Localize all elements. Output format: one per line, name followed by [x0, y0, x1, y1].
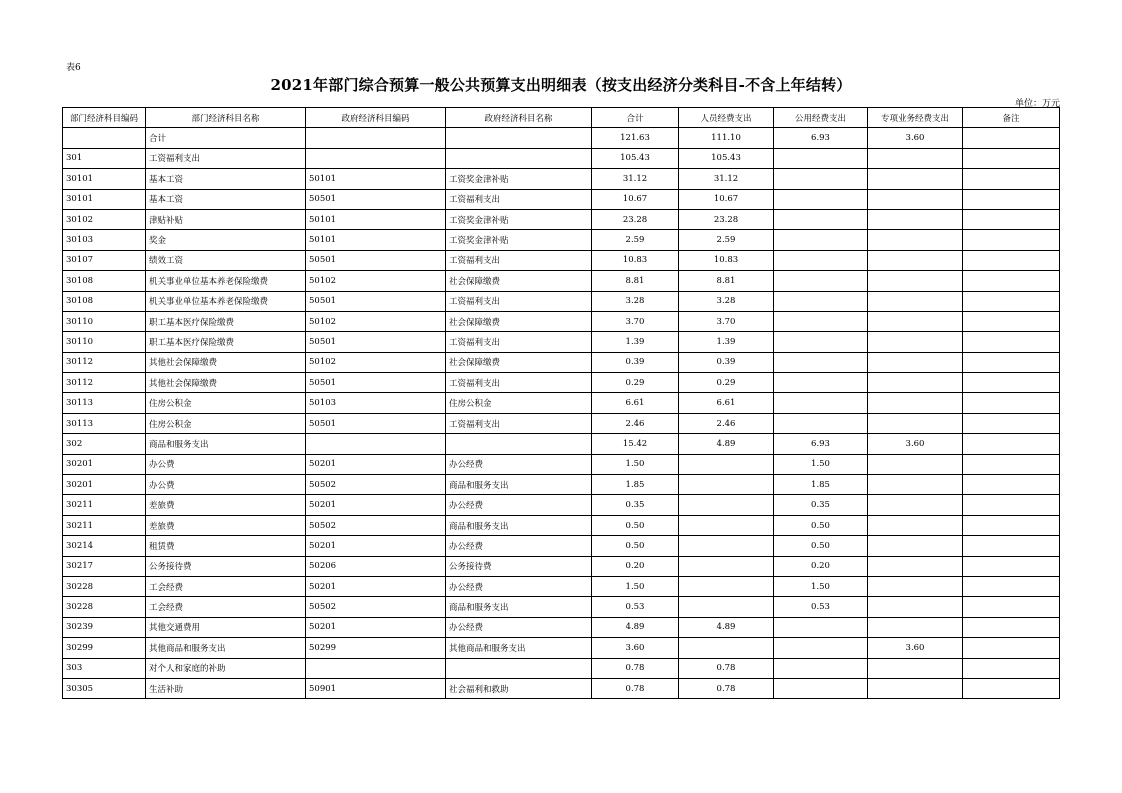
- total-cell: 2.46: [592, 413, 679, 433]
- gov-name-cell: 商品和服务支出: [446, 515, 592, 535]
- public-cell: [774, 352, 868, 372]
- dept-code-cell: 30112: [63, 352, 146, 372]
- public-cell: 1.85: [774, 475, 868, 495]
- table-body: [63, 128, 1060, 699]
- dept-name-cell: 住房公积金: [146, 393, 306, 413]
- dept-code-cell: 30110: [63, 332, 146, 352]
- dept-code-cell: 30112: [63, 373, 146, 393]
- note-cell: [963, 658, 1060, 678]
- gov-code-cell: 50103: [306, 393, 446, 413]
- table-row: [63, 638, 1060, 658]
- special-cell: [868, 148, 963, 168]
- total-cell: 10.83: [592, 250, 679, 270]
- public-cell: [774, 271, 868, 291]
- dept-code-cell: 30102: [63, 209, 146, 229]
- special-cell: [868, 271, 963, 291]
- gov-code-cell: 50501: [306, 373, 446, 393]
- gov-name-cell: 社会保障缴费: [446, 352, 592, 372]
- dept-name-cell: 办公费: [146, 454, 306, 474]
- dept-code-cell: 30108: [63, 291, 146, 311]
- note-cell: [963, 454, 1060, 474]
- gov-name-cell: 办公经费: [446, 495, 592, 515]
- personnel-cell: [679, 536, 774, 556]
- public-cell: 0.35: [774, 495, 868, 515]
- note-cell: [963, 576, 1060, 596]
- dept-name-cell: 机关事业单位基本养老保险缴费: [146, 271, 306, 291]
- note-cell: [963, 495, 1060, 515]
- dept-name-cell: 商品和服务支出: [146, 434, 306, 454]
- personnel-cell: [679, 576, 774, 596]
- special-cell: [868, 495, 963, 515]
- note-cell: [963, 169, 1060, 189]
- dept-name-cell: 差旅费: [146, 495, 306, 515]
- dept-code-cell: 30217: [63, 556, 146, 576]
- gov-code-cell: [306, 128, 446, 148]
- gov-name-cell: 工资福利支出: [446, 189, 592, 209]
- note-cell: [963, 148, 1060, 168]
- personnel-cell: 1.39: [679, 332, 774, 352]
- table-row: [63, 271, 1060, 291]
- table-row: [63, 311, 1060, 331]
- personnel-cell: 10.83: [679, 250, 774, 270]
- public-cell: [774, 638, 868, 658]
- dept-code-cell: 30211: [63, 515, 146, 535]
- dept-code-cell: 30201: [63, 475, 146, 495]
- personnel-cell: 0.78: [679, 678, 774, 698]
- gov-code-cell: 50501: [306, 413, 446, 433]
- total-cell: 1.85: [592, 475, 679, 495]
- page-title: 2021年部门综合预算一般公共预算支出明细表（按支出经济分类科目-不含上年结转）: [270, 76, 852, 94]
- personnel-cell: 4.89: [679, 617, 774, 637]
- total-cell: 1.39: [592, 332, 679, 352]
- table-row: [63, 678, 1060, 698]
- dept-code-cell: 30299: [63, 638, 146, 658]
- total-cell: 31.12: [592, 169, 679, 189]
- table-row: [63, 291, 1060, 311]
- gov-code-cell: 50502: [306, 597, 446, 617]
- dept-code-cell: 30103: [63, 230, 146, 250]
- public-cell: [774, 658, 868, 678]
- note-cell: [963, 597, 1060, 617]
- dept-code-cell: 30201: [63, 454, 146, 474]
- header-dept-name: 部门经济科目名称: [146, 108, 306, 128]
- total-cell: 15.42: [592, 434, 679, 454]
- dept-name-cell: 其他交通费用: [146, 617, 306, 637]
- header-personnel: 人员经费支出: [679, 108, 774, 128]
- gov-name-cell: 工资福利支出: [446, 373, 592, 393]
- dept-code-cell: 30110: [63, 311, 146, 331]
- note-cell: [963, 413, 1060, 433]
- personnel-cell: 3.28: [679, 291, 774, 311]
- dept-name-cell: 公务接待费: [146, 556, 306, 576]
- note-cell: [963, 393, 1060, 413]
- public-cell: [774, 617, 868, 637]
- gov-code-cell: 50901: [306, 678, 446, 698]
- gov-code-cell: 50101: [306, 169, 446, 189]
- total-cell: 23.28: [592, 209, 679, 229]
- note-cell: [963, 291, 1060, 311]
- total-cell: 0.50: [592, 536, 679, 556]
- personnel-cell: [679, 495, 774, 515]
- public-cell: [774, 169, 868, 189]
- gov-code-cell: 50201: [306, 495, 446, 515]
- header-dept-code: 部门经济科目编码: [63, 108, 146, 128]
- gov-name-cell: [446, 128, 592, 148]
- table-row: [63, 515, 1060, 535]
- dept-name-cell: 奖金: [146, 230, 306, 250]
- header-gov-code: 政府经济科目编码: [306, 108, 446, 128]
- gov-code-cell: 50501: [306, 189, 446, 209]
- special-cell: 3.60: [868, 434, 963, 454]
- table-row: [63, 393, 1060, 413]
- public-cell: 0.50: [774, 515, 868, 535]
- special-cell: [868, 475, 963, 495]
- dept-name-cell: 办公费: [146, 475, 306, 495]
- personnel-cell: 2.46: [679, 413, 774, 433]
- public-cell: 6.93: [774, 434, 868, 454]
- dept-name-cell: 工会经费: [146, 576, 306, 596]
- gov-name-cell: 办公经费: [446, 536, 592, 556]
- gov-name-cell: 办公经费: [446, 576, 592, 596]
- gov-name-cell: [446, 148, 592, 168]
- table-row: [63, 230, 1060, 250]
- public-cell: 1.50: [774, 454, 868, 474]
- gov-code-cell: 50501: [306, 250, 446, 270]
- header-gov-name: 政府经济科目名称: [446, 108, 592, 128]
- dept-code-cell: [63, 128, 146, 148]
- table-row: [63, 454, 1060, 474]
- table-row: [63, 475, 1060, 495]
- gov-name-cell: 工资奖金津补贴: [446, 209, 592, 229]
- total-cell: 1.50: [592, 576, 679, 596]
- header-public: 公用经费支出: [774, 108, 868, 128]
- note-cell: [963, 638, 1060, 658]
- note-cell: [963, 271, 1060, 291]
- special-cell: [868, 536, 963, 556]
- personnel-cell: 4.89: [679, 434, 774, 454]
- special-cell: [868, 169, 963, 189]
- public-cell: [774, 413, 868, 433]
- dept-name-cell: 绩效工资: [146, 250, 306, 270]
- total-cell: 0.78: [592, 658, 679, 678]
- table-row: [63, 495, 1060, 515]
- header-total: 合计: [592, 108, 679, 128]
- table-row: [63, 352, 1060, 372]
- dept-code-cell: 30113: [63, 393, 146, 413]
- special-cell: [868, 250, 963, 270]
- note-cell: [963, 536, 1060, 556]
- dept-name-cell: 基本工资: [146, 189, 306, 209]
- table-row: [63, 617, 1060, 637]
- public-cell: 0.50: [774, 536, 868, 556]
- dept-code-cell: 30101: [63, 189, 146, 209]
- special-cell: [868, 209, 963, 229]
- dept-name-cell: 对个人和家庭的补助: [146, 658, 306, 678]
- special-cell: [868, 658, 963, 678]
- note-cell: [963, 128, 1060, 148]
- personnel-cell: 105.43: [679, 148, 774, 168]
- gov-code-cell: 50502: [306, 475, 446, 495]
- special-cell: [868, 393, 963, 413]
- public-cell: 0.20: [774, 556, 868, 576]
- gov-code-cell: [306, 658, 446, 678]
- gov-code-cell: 50502: [306, 515, 446, 535]
- gov-name-cell: 工资福利支出: [446, 250, 592, 270]
- dept-name-cell: 其他商品和服务支出: [146, 638, 306, 658]
- note-cell: [963, 617, 1060, 637]
- gov-name-cell: 工资奖金津补贴: [446, 230, 592, 250]
- special-cell: 3.60: [868, 128, 963, 148]
- dept-code-cell: 301: [63, 148, 146, 168]
- public-cell: [774, 148, 868, 168]
- personnel-cell: 0.39: [679, 352, 774, 372]
- total-cell: 6.61: [592, 393, 679, 413]
- special-cell: [868, 291, 963, 311]
- dept-name-cell: 职工基本医疗保险缴费: [146, 311, 306, 331]
- dept-name-cell: 租赁费: [146, 536, 306, 556]
- gov-code-cell: 50299: [306, 638, 446, 658]
- dept-code-cell: 30228: [63, 597, 146, 617]
- public-cell: [774, 393, 868, 413]
- personnel-cell: 8.81: [679, 271, 774, 291]
- special-cell: [868, 311, 963, 331]
- table-number: 表6: [66, 63, 81, 73]
- note-cell: [963, 311, 1060, 331]
- total-cell: 121.63: [592, 128, 679, 148]
- special-cell: [868, 617, 963, 637]
- special-cell: [868, 556, 963, 576]
- special-cell: 3.60: [868, 638, 963, 658]
- special-cell: [868, 352, 963, 372]
- dept-code-cell: 302: [63, 434, 146, 454]
- header-row: [63, 108, 1060, 128]
- total-row: [63, 128, 1060, 148]
- special-cell: [868, 332, 963, 352]
- dept-code-cell: 30107: [63, 250, 146, 270]
- dept-code-cell: 30214: [63, 536, 146, 556]
- total-cell: 0.35: [592, 495, 679, 515]
- category-row: [63, 148, 1060, 168]
- table-row: [63, 332, 1060, 352]
- table-row: [63, 597, 1060, 617]
- personnel-cell: [679, 638, 774, 658]
- gov-name-cell: 商品和服务支出: [446, 475, 592, 495]
- personnel-cell: 0.78: [679, 658, 774, 678]
- dept-code-cell: 30101: [63, 169, 146, 189]
- table-row: [63, 536, 1060, 556]
- gov-name-cell: 工资奖金津补贴: [446, 169, 592, 189]
- personnel-cell: [679, 515, 774, 535]
- dept-name-cell: 其他社会保障缴费: [146, 352, 306, 372]
- total-cell: 8.81: [592, 271, 679, 291]
- dept-name-cell: 工会经费: [146, 597, 306, 617]
- public-cell: 0.53: [774, 597, 868, 617]
- special-cell: [868, 454, 963, 474]
- total-cell: 3.28: [592, 291, 679, 311]
- public-cell: [774, 291, 868, 311]
- category-row: [63, 434, 1060, 454]
- gov-code-cell: 50102: [306, 311, 446, 331]
- table-row: [63, 373, 1060, 393]
- total-cell: 0.53: [592, 597, 679, 617]
- total-cell: 105.43: [592, 148, 679, 168]
- gov-code-cell: 50101: [306, 230, 446, 250]
- dept-code-cell: 30113: [63, 413, 146, 433]
- note-cell: [963, 352, 1060, 372]
- budget-table: [62, 107, 1060, 699]
- unit-label: 单位：万元: [1014, 99, 1060, 109]
- total-cell: 2.59: [592, 230, 679, 250]
- note-cell: [963, 678, 1060, 698]
- gov-code-cell: 50501: [306, 332, 446, 352]
- dept-name-cell: 差旅费: [146, 515, 306, 535]
- dept-name-cell: 其他社会保障缴费: [146, 373, 306, 393]
- note-cell: [963, 434, 1060, 454]
- total-cell: 0.39: [592, 352, 679, 372]
- dept-name-cell: 工资福利支出: [146, 148, 306, 168]
- public-cell: [774, 311, 868, 331]
- public-cell: [774, 373, 868, 393]
- personnel-cell: [679, 597, 774, 617]
- note-cell: [963, 373, 1060, 393]
- category-row: [63, 658, 1060, 678]
- gov-name-cell: 社会福利和救助: [446, 678, 592, 698]
- gov-code-cell: [306, 434, 446, 454]
- dept-name-cell: 合计: [146, 128, 306, 148]
- gov-name-cell: 社会保障缴费: [446, 311, 592, 331]
- special-cell: [868, 413, 963, 433]
- note-cell: [963, 230, 1060, 250]
- gov-code-cell: 50201: [306, 617, 446, 637]
- dept-code-cell: 30239: [63, 617, 146, 637]
- note-cell: [963, 250, 1060, 270]
- dept-name-cell: 住房公积金: [146, 413, 306, 433]
- gov-code-cell: 50201: [306, 576, 446, 596]
- personnel-cell: [679, 556, 774, 576]
- gov-name-cell: 公务接待费: [446, 556, 592, 576]
- table-row: [63, 413, 1060, 433]
- note-cell: [963, 189, 1060, 209]
- gov-name-cell: 工资福利支出: [446, 413, 592, 433]
- note-cell: [963, 515, 1060, 535]
- total-cell: 3.60: [592, 638, 679, 658]
- special-cell: [868, 515, 963, 535]
- special-cell: [868, 597, 963, 617]
- gov-name-cell: 办公经费: [446, 617, 592, 637]
- gov-code-cell: 50501: [306, 291, 446, 311]
- personnel-cell: 0.29: [679, 373, 774, 393]
- special-cell: [868, 576, 963, 596]
- total-cell: 10.67: [592, 189, 679, 209]
- dept-code-cell: 30228: [63, 576, 146, 596]
- note-cell: [963, 209, 1060, 229]
- personnel-cell: 2.59: [679, 230, 774, 250]
- gov-code-cell: 50201: [306, 454, 446, 474]
- public-cell: [774, 189, 868, 209]
- dept-name-cell: 机关事业单位基本养老保险缴费: [146, 291, 306, 311]
- header-note: 备注: [963, 108, 1060, 128]
- gov-name-cell: [446, 434, 592, 454]
- total-cell: 0.50: [592, 515, 679, 535]
- note-cell: [963, 475, 1060, 495]
- note-cell: [963, 332, 1060, 352]
- gov-name-cell: 工资福利支出: [446, 332, 592, 352]
- header-special: 专项业务经费支出: [868, 108, 963, 128]
- personnel-cell: 23.28: [679, 209, 774, 229]
- gov-name-cell: 商品和服务支出: [446, 597, 592, 617]
- public-cell: [774, 332, 868, 352]
- gov-name-cell: 工资福利支出: [446, 291, 592, 311]
- table-row: [63, 250, 1060, 270]
- gov-name-cell: [446, 658, 592, 678]
- personnel-cell: 111.10: [679, 128, 774, 148]
- dept-code-cell: 303: [63, 658, 146, 678]
- total-cell: 1.50: [592, 454, 679, 474]
- total-cell: 4.89: [592, 617, 679, 637]
- personnel-cell: 31.12: [679, 169, 774, 189]
- personnel-cell: 6.61: [679, 393, 774, 413]
- public-cell: 6.93: [774, 128, 868, 148]
- special-cell: [868, 230, 963, 250]
- gov-name-cell: 社会保障缴费: [446, 271, 592, 291]
- public-cell: 1.50: [774, 576, 868, 596]
- dept-name-cell: 生活补助: [146, 678, 306, 698]
- special-cell: [868, 678, 963, 698]
- gov-name-cell: 办公经费: [446, 454, 592, 474]
- dept-code-cell: 30108: [63, 271, 146, 291]
- total-cell: 0.29: [592, 373, 679, 393]
- dept-code-cell: 30211: [63, 495, 146, 515]
- dept-name-cell: 基本工资: [146, 169, 306, 189]
- personnel-cell: [679, 454, 774, 474]
- total-cell: 0.78: [592, 678, 679, 698]
- personnel-cell: [679, 475, 774, 495]
- gov-code-cell: 50206: [306, 556, 446, 576]
- personnel-cell: 3.70: [679, 311, 774, 331]
- dept-code-cell: 30305: [63, 678, 146, 698]
- note-cell: [963, 556, 1060, 576]
- special-cell: [868, 373, 963, 393]
- special-cell: [868, 189, 963, 209]
- dept-name-cell: 津贴补贴: [146, 209, 306, 229]
- table-row: [63, 189, 1060, 209]
- table-row: [63, 169, 1060, 189]
- gov-code-cell: 50102: [306, 271, 446, 291]
- public-cell: [774, 209, 868, 229]
- gov-code-cell: [306, 148, 446, 168]
- table-row: [63, 576, 1060, 596]
- gov-code-cell: 50101: [306, 209, 446, 229]
- gov-code-cell: 50201: [306, 536, 446, 556]
- public-cell: [774, 678, 868, 698]
- dept-name-cell: 职工基本医疗保险缴费: [146, 332, 306, 352]
- public-cell: [774, 230, 868, 250]
- table-row: [63, 556, 1060, 576]
- total-cell: 0.20: [592, 556, 679, 576]
- personnel-cell: 10.67: [679, 189, 774, 209]
- total-cell: 3.70: [592, 311, 679, 331]
- gov-name-cell: 住房公积金: [446, 393, 592, 413]
- gov-code-cell: 50102: [306, 352, 446, 372]
- table-row: [63, 209, 1060, 229]
- public-cell: [774, 250, 868, 270]
- gov-name-cell: 其他商品和服务支出: [446, 638, 592, 658]
